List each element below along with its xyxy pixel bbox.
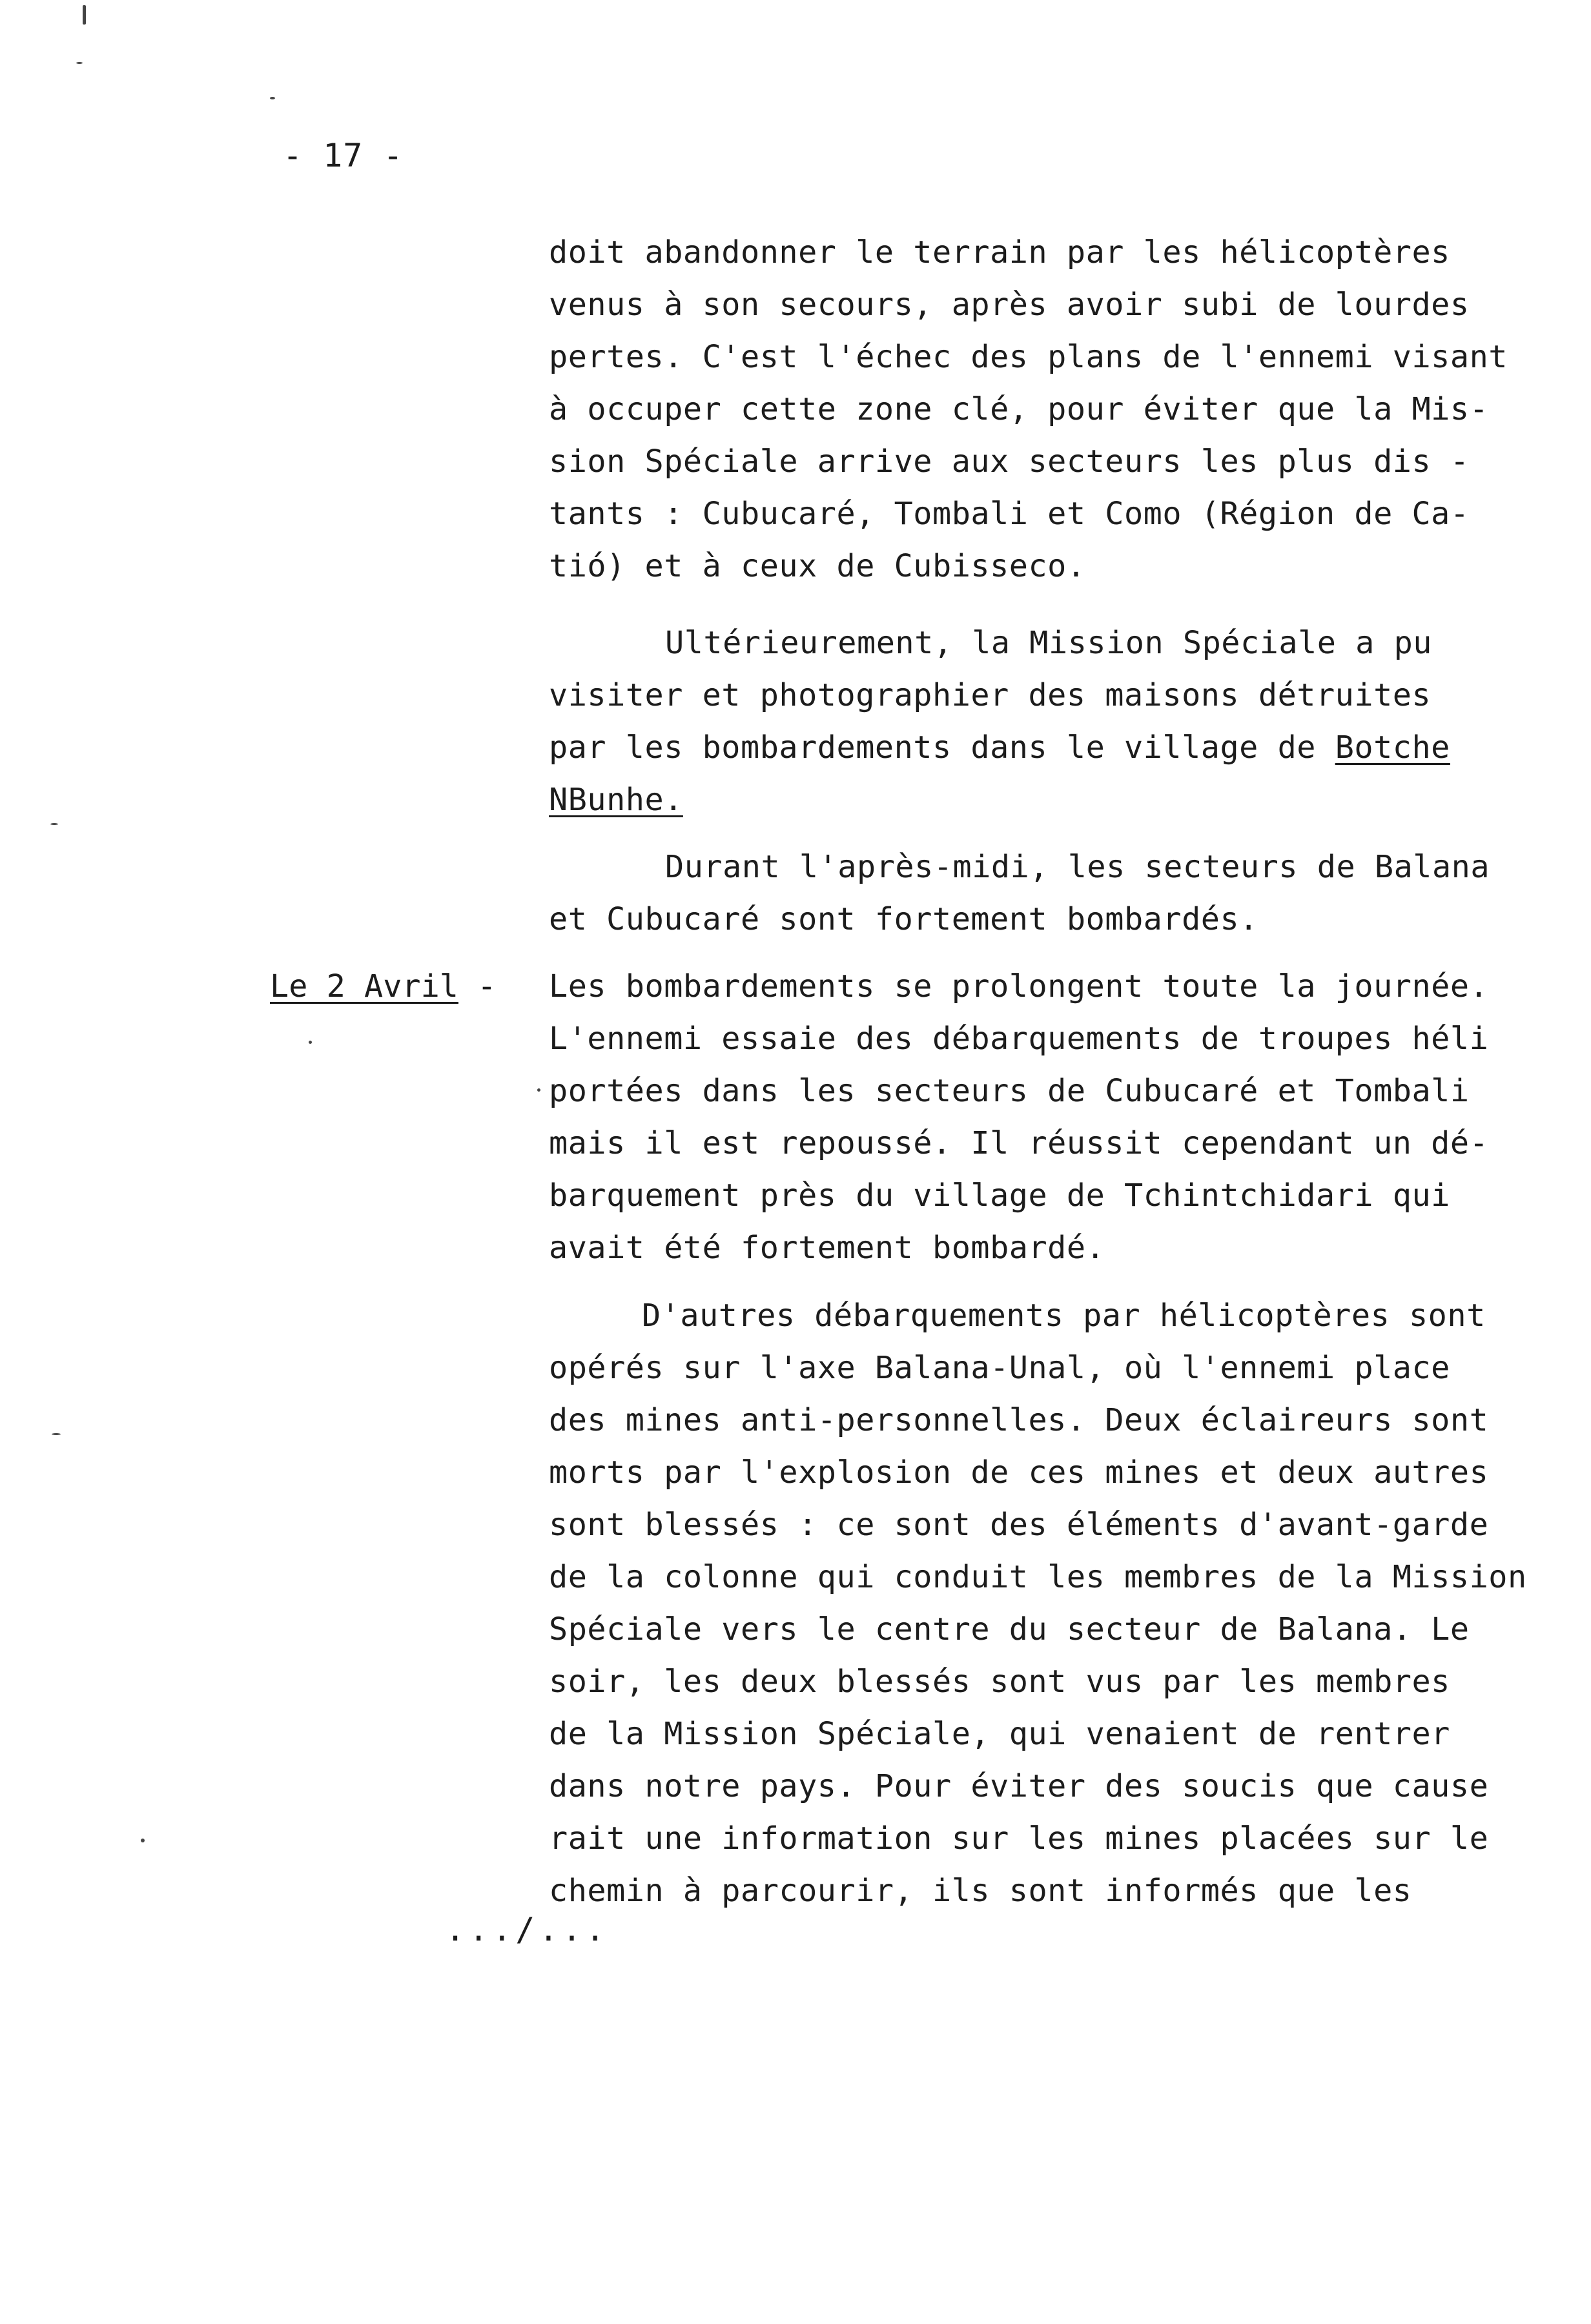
text-line: pertes. C'est l'échec des plans de l'ennemi visant — [549, 339, 1508, 375]
text-line: portées dans les secteurs de Cubucaré et Tombali — [549, 1073, 1470, 1109]
paragraph-3 — [549, 841, 1556, 946]
text-line: des mines anti-personnelles. Deux éclaireurs sont — [549, 1402, 1489, 1438]
continuation-marker: .../... — [446, 1911, 609, 1948]
text-segment: par les bombardements dans le village de — [549, 729, 1335, 766]
text-line: dans notre pays. Pour éviter des soucis que cause — [549, 1768, 1489, 1804]
paragraph-5 — [549, 1290, 1556, 1917]
scan-speck — [76, 62, 83, 64]
text-line: Les bombardements se prolongent toute la journée. — [549, 968, 1489, 1004]
text-line: avait été fortement bombardé. — [549, 1230, 1105, 1266]
text-line: L'ennemi essaie des débarquements de troupes héli — [549, 1021, 1489, 1057]
text-line: Durant l'après-midi, les secteurs de Balana — [665, 849, 1490, 885]
text-line: sion Spéciale arrive aux secteurs les plus dis - — [549, 443, 1470, 480]
place-name-underlined: Botche — [1335, 729, 1450, 766]
text-line: tió) et à ceux de Cubisseco. — [549, 548, 1086, 584]
paragraph-1 — [549, 227, 1556, 593]
text-line: de la Mission Spéciale, qui venaient de rentrer — [549, 1716, 1450, 1752]
text-line: venus à son secours, après avoir subi de lourdes — [549, 287, 1470, 323]
text-line: D'autres débarquements par hélicoptères sont — [642, 1298, 1486, 1334]
text-line: sont blessés : ce sont des éléments d'avant-garde — [549, 1507, 1489, 1543]
text-line: tants : Cubucaré, Tombali et Como (Région de Ca- — [549, 496, 1470, 532]
scan-speck — [270, 97, 275, 99]
scan-speck — [83, 5, 86, 25]
date-label — [270, 961, 496, 1013]
text-line: soir, les deux blessés sont vus par les membres — [549, 1664, 1450, 1700]
text-line: opérés sur l'axe Balana-Unal, où l'ennemi place — [549, 1350, 1450, 1386]
text-line: mais il est repoussé. Il réussit cependant un dé- — [549, 1125, 1489, 1161]
text-line: visiter et photographier des maisons détruites — [549, 677, 1432, 713]
scan-speck — [50, 823, 58, 825]
scan-speck — [52, 1433, 61, 1435]
text-line: rait une information sur les mines placées sur le — [549, 1820, 1489, 1857]
page-number: - 17 - — [283, 137, 404, 174]
text-line: doit abandonner le terrain par les hélicoptères — [549, 234, 1450, 270]
date-text: Le 2 Avril — [270, 968, 458, 1004]
text-line — [549, 774, 1556, 826]
place-name-underlined: NBunhe. — [549, 782, 683, 818]
text-line: Ultérieurement, la Mission Spéciale a pu — [665, 625, 1432, 661]
text-line: à occuper cette zone clé, pour éviter que la Mis- — [549, 391, 1489, 427]
text-line: et Cubucaré sont fortement bombardés. — [549, 901, 1258, 937]
text-line: barquement près du village de Tchintchidari qui — [549, 1177, 1450, 1214]
scan-speck — [141, 1839, 145, 1842]
scan-speck — [309, 1041, 312, 1044]
text-line: morts par l'explosion de ces mines et deux autres — [549, 1454, 1489, 1491]
text-line: Spéciale vers le centre du secteur de Balana. Le — [549, 1611, 1470, 1647]
text-line — [549, 722, 1556, 774]
paragraph-2 — [549, 617, 1556, 826]
text-line: de la colonne qui conduit les membres de la Mission — [549, 1559, 1527, 1595]
date-dash: - — [458, 968, 497, 1004]
paragraph-4 — [549, 961, 1556, 1274]
text-line: chemin à parcourir, ils sont informés que les — [549, 1873, 1412, 1909]
scan-speck — [537, 1088, 540, 1092]
